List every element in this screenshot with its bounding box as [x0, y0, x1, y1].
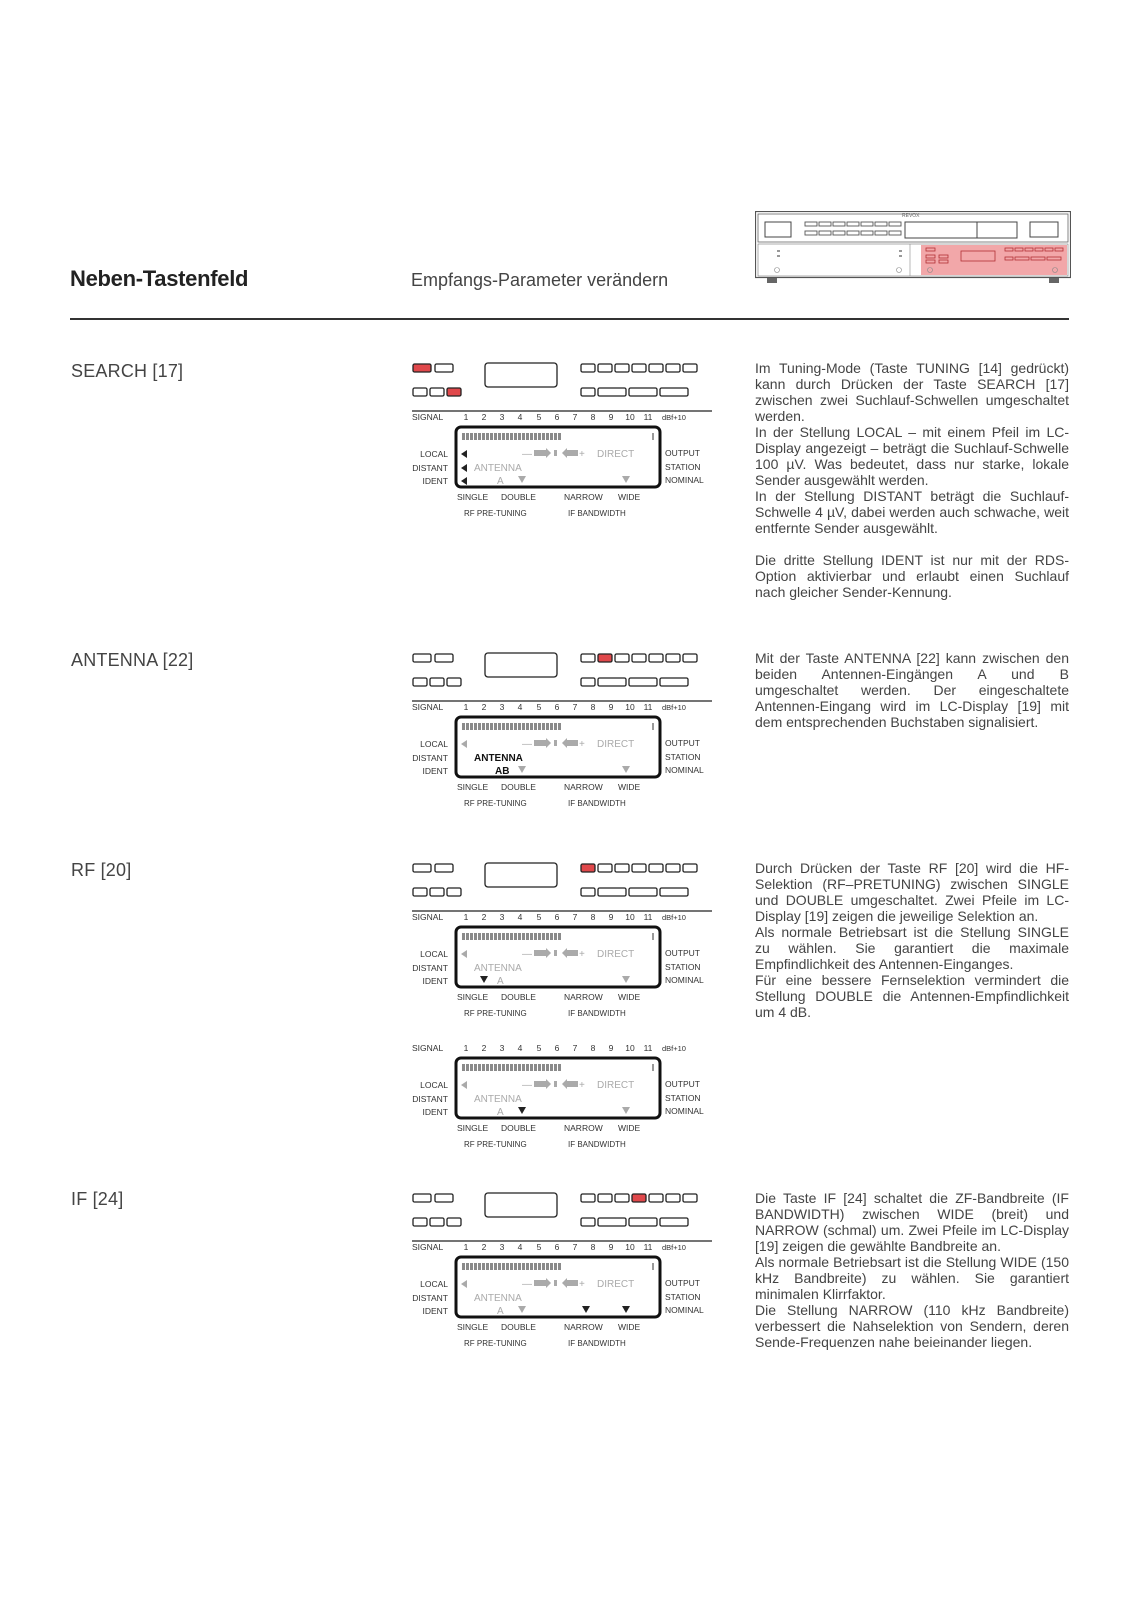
- ident-label: IDENT: [422, 476, 448, 486]
- section-text-antenna: [755, 650, 1069, 730]
- wide-label: WIDE: [618, 782, 641, 792]
- scale-tick: 5: [536, 912, 542, 922]
- narrow-label: NARROW: [564, 782, 603, 792]
- nominal-label: NOMINAL: [665, 1305, 704, 1315]
- button[interactable]: [649, 654, 663, 662]
- scale-tick: 2: [481, 1242, 487, 1252]
- ident-label: IDENT: [422, 1306, 448, 1316]
- if-bandwidth-label: IF BANDWIDTH: [568, 509, 626, 518]
- scale-tick: 11: [643, 412, 653, 422]
- plus-glyph: +: [579, 949, 585, 960]
- button[interactable]: [581, 654, 595, 662]
- button[interactable]: [629, 1218, 657, 1226]
- double-label: DOUBLE: [501, 1322, 536, 1332]
- single-label: SINGLE: [457, 782, 489, 792]
- local-label: LOCAL: [420, 1080, 448, 1090]
- button[interactable]: [581, 364, 595, 372]
- ident-label: IDENT: [422, 976, 448, 986]
- wide-label: WIDE: [618, 1123, 641, 1133]
- antenna-letter: AB: [495, 766, 510, 777]
- display-window: [485, 863, 557, 887]
- scale-tick: 11: [643, 1043, 653, 1053]
- local-label: LOCAL: [420, 449, 448, 459]
- scale-tick: 1: [463, 1242, 469, 1252]
- button[interactable]: [615, 864, 629, 872]
- button[interactable]: [666, 864, 680, 872]
- scale-tick: 5: [536, 412, 542, 422]
- output-label: OUTPUT: [665, 738, 700, 748]
- search-paragraph-2: In der Stellung LOCAL – mit einem Pfeil im LC-Display angezeigt – beträgt die Suchlauf-Schwelle 100 µV. Was bedeutet, dass nur starke, lokale Sender ausgewählt werden.: [755, 424, 1069, 488]
- scale-tick: 8: [590, 1242, 596, 1252]
- scale-tick: 9: [608, 912, 614, 922]
- button[interactable]: [632, 654, 646, 662]
- page-subtitle: Empfangs-Parameter verändern: [411, 270, 669, 290]
- button[interactable]: [615, 1194, 629, 1202]
- scale-tick: 7: [572, 412, 578, 422]
- antenna-paragraph-1: Mit der Taste ANTENNA [22] kann zwischen den beiden Antennen-Eingängen A und B umgeschaltet werden. Der eingeschaltete Antennen-Eingang wird im LC-Display [19] mit dem entsprechenden Buchstaben signalisiert.: [755, 650, 1069, 730]
- arrow-block-icon: [567, 1280, 578, 1286]
- arrow-block-icon: [534, 450, 546, 456]
- distant-label: DISTANT: [412, 1094, 448, 1104]
- lcd-display: [412, 1043, 704, 1149]
- marker-icon: [554, 950, 557, 956]
- button[interactable]: [447, 888, 461, 896]
- scale-tick: 5: [536, 702, 542, 712]
- lcd-display: [412, 1242, 704, 1348]
- button[interactable]: [413, 678, 427, 686]
- scale-tick: 8: [590, 912, 596, 922]
- active-button[interactable]: [598, 654, 612, 662]
- dash-glyph: —: [522, 1279, 532, 1290]
- scale-tick: 1: [463, 702, 469, 712]
- local-label: LOCAL: [420, 739, 448, 749]
- button[interactable]: [666, 654, 680, 662]
- scale-tick: 6: [554, 1242, 560, 1252]
- diagram-svg: [412, 1044, 722, 1154]
- scale-tick: 4: [517, 912, 523, 922]
- antenna-label: ANTENNA: [474, 1094, 522, 1105]
- station-label: STATION: [665, 1093, 701, 1103]
- scale-tick: 4: [517, 1043, 523, 1053]
- scale-tick: 3: [499, 702, 505, 712]
- scale-tick: 7: [572, 1043, 578, 1053]
- diagram-if: [412, 1193, 722, 1358]
- unit-label: dBf+10: [662, 1243, 686, 1252]
- station-label: STATION: [665, 462, 701, 472]
- rf-paragraph-2: Als normale Betriebsart ist die Stellung SINGLE zu wählen. Sie garantiert die maximale Empfindlichkeit des Antennen-Einganges.: [755, 924, 1069, 972]
- plus-glyph: +: [579, 449, 585, 460]
- rf-pretuning-label: RF PRE-TUNING: [464, 509, 527, 518]
- section-text-search: [755, 360, 1069, 600]
- if-bandwidth-label: IF BANDWIDTH: [568, 1339, 626, 1348]
- button[interactable]: [683, 1194, 697, 1202]
- distant-label: DISTANT: [412, 963, 448, 973]
- button[interactable]: [598, 388, 626, 396]
- button[interactable]: [581, 388, 595, 396]
- direct-label: DIRECT: [597, 949, 635, 960]
- section-label-if: IF [24]: [71, 1189, 124, 1209]
- diagram-rf: [412, 863, 722, 1028]
- if-bandwidth-label: IF BANDWIDTH: [568, 799, 626, 808]
- scale-tick: 2: [481, 702, 487, 712]
- scale-tick: 3: [499, 1043, 505, 1053]
- button[interactable]: [615, 364, 629, 372]
- diagram-svg: [412, 863, 722, 1023]
- button[interactable]: [683, 364, 697, 372]
- dash-glyph: —: [522, 449, 532, 460]
- lcd-display: [412, 702, 704, 808]
- local-label: LOCAL: [420, 1279, 448, 1289]
- narrow-label: NARROW: [564, 492, 603, 502]
- antenna-label: ANTENNA: [474, 463, 522, 474]
- double-label: DOUBLE: [501, 782, 536, 792]
- display-window: [485, 653, 557, 677]
- if-bandwidth-label: IF BANDWIDTH: [568, 1140, 626, 1149]
- antenna-letter: A: [497, 1107, 504, 1118]
- button-panel: [412, 1193, 712, 1241]
- button[interactable]: [581, 888, 595, 896]
- scale-tick: 6: [554, 702, 560, 712]
- signal-label: SIGNAL: [412, 1043, 444, 1053]
- distant-label: DISTANT: [412, 753, 448, 763]
- direct-label: DIRECT: [597, 739, 635, 750]
- section-text-if: [755, 1190, 1069, 1350]
- double-label: DOUBLE: [501, 992, 536, 1002]
- button[interactable]: [683, 864, 697, 872]
- unit-label: dBf+10: [662, 413, 686, 422]
- button[interactable]: [666, 1194, 680, 1202]
- button[interactable]: [447, 1218, 461, 1226]
- search-paragraph-3: In der Stellung DISTANT beträgt die Suchlauf-Schwelle 4 µV, dabei werden auch schwache, weit entfernte Sender ausgewählt.: [755, 488, 1069, 536]
- scale-tick: 4: [517, 1242, 523, 1252]
- active-button[interactable]: [632, 1194, 646, 1202]
- button[interactable]: [413, 388, 427, 396]
- diagram-svg: [412, 653, 722, 813]
- section-text-rf: [755, 860, 1069, 1020]
- display-window: [485, 1193, 557, 1217]
- arrow-block-icon: [567, 950, 578, 956]
- device-brand: REVOX: [902, 213, 920, 219]
- button[interactable]: [649, 864, 663, 872]
- scale-tick: 4: [517, 412, 523, 422]
- button[interactable]: [629, 888, 657, 896]
- single-label: SINGLE: [457, 992, 489, 1002]
- section-label-antenna: ANTENNA [22]: [71, 650, 194, 670]
- button[interactable]: [413, 1194, 431, 1202]
- if-paragraph-3: Die Stellung NARROW (110 kHz Bandbreite) verbessert die Nahselektion von Sendern, deren Sende-Frequenzen nahe beieinander liegen.: [755, 1302, 1069, 1350]
- scale-tick: 11: [643, 1242, 653, 1252]
- scale-tick: 6: [554, 412, 560, 422]
- arrow-block-icon: [534, 1280, 546, 1286]
- button[interactable]: [660, 1218, 688, 1226]
- scale-tick: 7: [572, 912, 578, 922]
- button[interactable]: [660, 388, 688, 396]
- scale-tick: 10: [625, 1242, 635, 1252]
- station-label: STATION: [665, 1292, 701, 1302]
- if-bandwidth-label: IF BANDWIDTH: [568, 1009, 626, 1018]
- button[interactable]: [430, 1218, 444, 1226]
- button-panel: [412, 653, 712, 701]
- button[interactable]: [581, 1194, 595, 1202]
- button[interactable]: [660, 678, 688, 686]
- wide-label: WIDE: [618, 492, 641, 502]
- button[interactable]: [413, 1218, 427, 1226]
- button[interactable]: [430, 388, 444, 396]
- button[interactable]: [598, 888, 626, 896]
- scale-tick: 8: [590, 1043, 596, 1053]
- dash-glyph: —: [522, 1080, 532, 1091]
- scale-tick: 10: [625, 912, 635, 922]
- diagram-rf-double: [412, 1044, 722, 1159]
- double-label: DOUBLE: [501, 492, 536, 502]
- plus-glyph: +: [579, 1080, 585, 1091]
- button[interactable]: [683, 654, 697, 662]
- station-label: STATION: [665, 752, 701, 762]
- distant-label: DISTANT: [412, 1293, 448, 1303]
- nominal-label: NOMINAL: [665, 765, 704, 775]
- arrow-block-icon: [534, 1081, 546, 1087]
- button[interactable]: [598, 864, 612, 872]
- button[interactable]: [435, 654, 453, 662]
- scale-tick: 10: [625, 412, 635, 422]
- scale-tick: 2: [481, 912, 487, 922]
- button[interactable]: [660, 888, 688, 896]
- rf-pretuning-label: RF PRE-TUNING: [464, 799, 527, 808]
- button[interactable]: [632, 364, 646, 372]
- rf-pretuning-label: RF PRE-TUNING: [464, 1009, 527, 1018]
- single-label: SINGLE: [457, 1322, 489, 1332]
- plus-glyph: +: [579, 1279, 585, 1290]
- scale-tick: 9: [608, 1242, 614, 1252]
- search-paragraph-4: Die dritte Stellung IDENT ist nur mit der RDS-Option aktivierbar und erlaubt einen Suchlauf nach gleicher Sender-Kennung.: [755, 552, 1069, 600]
- signal-label: SIGNAL: [412, 1242, 444, 1252]
- button-panel: [412, 363, 712, 411]
- local-label: LOCAL: [420, 949, 448, 959]
- scale-tick: 3: [499, 1242, 505, 1252]
- antenna-label: ANTENNA: [474, 1293, 522, 1304]
- wide-label: WIDE: [618, 992, 641, 1002]
- nominal-label: NOMINAL: [665, 975, 704, 985]
- scale-tick: 5: [536, 1242, 542, 1252]
- antenna-label: ANTENNA: [474, 753, 523, 764]
- diagram-svg: [412, 1193, 722, 1353]
- marker-icon: [554, 1280, 557, 1286]
- output-label: OUTPUT: [665, 948, 700, 958]
- button[interactable]: [598, 1218, 626, 1226]
- antenna-label: ANTENNA: [474, 963, 522, 974]
- nominal-label: NOMINAL: [665, 1106, 704, 1116]
- direct-label: DIRECT: [597, 449, 635, 460]
- button-panel: [412, 863, 712, 911]
- button[interactable]: [435, 364, 453, 372]
- unit-label: dBf+10: [662, 913, 686, 922]
- button[interactable]: [649, 1194, 663, 1202]
- output-label: OUTPUT: [665, 448, 700, 458]
- scale-tick: 7: [572, 1242, 578, 1252]
- scale-tick: 7: [572, 702, 578, 712]
- rf-pretuning-label: RF PRE-TUNING: [464, 1140, 527, 1149]
- wide-label: WIDE: [618, 1322, 641, 1332]
- arrow-block-icon: [534, 740, 546, 746]
- button[interactable]: [581, 1218, 595, 1226]
- scale-tick: 9: [608, 412, 614, 422]
- narrow-label: NARROW: [564, 1123, 603, 1133]
- scale-tick: 1: [463, 1043, 469, 1053]
- scale-tick: 9: [608, 702, 614, 712]
- page-title: Neben-Tastenfeld: [70, 266, 249, 291]
- direct-label: DIRECT: [597, 1080, 635, 1091]
- rf-paragraph-1: Durch Drücken der Taste RF [20] wird die HF-Selektion (RF–PRETUNING) zwischen SINGLE und DOUBLE umgeschaltet. Zwei Pfeile im LC-Display [19] zeigen die jeweilige Selektion an.: [755, 860, 1069, 924]
- button[interactable]: [430, 678, 444, 686]
- rf-paragraph-3: Für eine bessere Fernselektion vermindert die Stellung DOUBLE die Antennen-Empfindlichkeit um 4 dB.: [755, 972, 1069, 1020]
- distant-label: DISTANT: [412, 463, 448, 473]
- button[interactable]: [413, 864, 431, 872]
- ident-label: IDENT: [422, 1107, 448, 1117]
- single-label: SINGLE: [457, 1123, 489, 1133]
- button[interactable]: [435, 1194, 453, 1202]
- scale-tick: 10: [625, 1043, 635, 1053]
- scale-tick: 2: [481, 412, 487, 422]
- button[interactable]: [632, 864, 646, 872]
- output-label: OUTPUT: [665, 1079, 700, 1089]
- if-paragraph-2: Als normale Betriebsart ist die Stellung WIDE (150 kHz Bandbreite) zu wählen. Sie garantiert minimalen Klirrfaktor.: [755, 1254, 1069, 1302]
- signal-label: SIGNAL: [412, 912, 444, 922]
- button[interactable]: [615, 654, 629, 662]
- scale-tick: 8: [590, 702, 596, 712]
- dash-glyph: —: [522, 949, 532, 960]
- button[interactable]: [430, 888, 444, 896]
- arrow-block-icon: [567, 740, 578, 746]
- scale-tick: 5: [536, 1043, 542, 1053]
- lcd-display: [412, 912, 704, 1018]
- scale-tick: 1: [463, 412, 469, 422]
- scale-tick: 6: [554, 912, 560, 922]
- station-label: STATION: [665, 962, 701, 972]
- scale-tick: 11: [643, 702, 653, 712]
- dash-glyph: —: [522, 739, 532, 750]
- rf-pretuning-label: RF PRE-TUNING: [464, 1339, 527, 1348]
- scale-tick: 4: [517, 702, 523, 712]
- button[interactable]: [649, 364, 663, 372]
- single-label: SINGLE: [457, 492, 489, 502]
- display-window: [485, 363, 557, 387]
- unit-label: dBf+10: [662, 1044, 686, 1053]
- search-button-active[interactable]: [413, 364, 431, 372]
- button[interactable]: [598, 1194, 612, 1202]
- diagram-svg: [412, 363, 722, 523]
- unit-label: dBf+10: [662, 703, 686, 712]
- plus-glyph: +: [579, 739, 585, 750]
- scale-tick: 8: [590, 412, 596, 422]
- section-label-search: SEARCH [17]: [71, 361, 184, 381]
- signal-label: SIGNAL: [412, 702, 444, 712]
- active-button[interactable]: [581, 864, 595, 872]
- button[interactable]: [629, 678, 657, 686]
- scale-tick: 9: [608, 1043, 614, 1053]
- narrow-label: NARROW: [564, 1322, 603, 1332]
- antenna-letter: A: [497, 476, 504, 487]
- diagram-antenna: [412, 653, 722, 818]
- antenna-letter: A: [497, 1306, 504, 1317]
- button[interactable]: [598, 678, 626, 686]
- arrow-block-icon: [534, 950, 546, 956]
- button[interactable]: [581, 678, 595, 686]
- scale-tick: 11: [643, 912, 653, 922]
- ident-label: IDENT: [422, 766, 448, 776]
- direct-label: DIRECT: [597, 1279, 635, 1290]
- marker-icon: [554, 450, 557, 456]
- button[interactable]: [447, 678, 461, 686]
- scale-tick: 3: [499, 412, 505, 422]
- antenna-letter: A: [497, 976, 504, 987]
- button[interactable]: [435, 864, 453, 872]
- search-paragraph-1: Im Tuning-Mode (Taste TUNING [14] gedrückt) kann durch Drücken der Taste SEARCH [17] zwischen zwei Suchlauf-Schwellen umgeschaltet werden.: [755, 360, 1069, 424]
- marker-icon: [554, 1081, 557, 1087]
- nominal-label: NOMINAL: [665, 475, 704, 485]
- section-label-rf: RF [20]: [71, 860, 132, 880]
- button[interactable]: [413, 654, 431, 662]
- header-divider: [70, 318, 1069, 320]
- button[interactable]: [629, 388, 657, 396]
- arrow-block-icon: [567, 1081, 578, 1087]
- output-label: OUTPUT: [665, 1278, 700, 1288]
- button[interactable]: [666, 364, 680, 372]
- narrow-label: NARROW: [564, 992, 603, 1002]
- search-indicator-active[interactable]: [447, 388, 461, 396]
- scale-tick: 1: [463, 912, 469, 922]
- diagram-search: [412, 363, 722, 528]
- if-paragraph-1: Die Taste IF [24] schaltet die ZF-Bandbreite (IF BANDWIDTH) zwischen WIDE (breit) und NARROW (schmal) um. Zwei Pfeile im LC-Display [19] zeigen die gewählte Bandbreite an.: [755, 1190, 1069, 1254]
- lcd-display: [412, 412, 704, 518]
- button[interactable]: [598, 364, 612, 372]
- arrow-block-icon: [567, 450, 578, 456]
- button[interactable]: [413, 888, 427, 896]
- scale-tick: 2: [481, 1043, 487, 1053]
- scale-tick: 6: [554, 1043, 560, 1053]
- scale-tick: 10: [625, 702, 635, 712]
- device-front-panel-illustration: [755, 211, 1071, 291]
- double-label: DOUBLE: [501, 1123, 536, 1133]
- signal-label: SIGNAL: [412, 412, 444, 422]
- marker-icon: [554, 740, 557, 746]
- scale-tick: 3: [499, 912, 505, 922]
